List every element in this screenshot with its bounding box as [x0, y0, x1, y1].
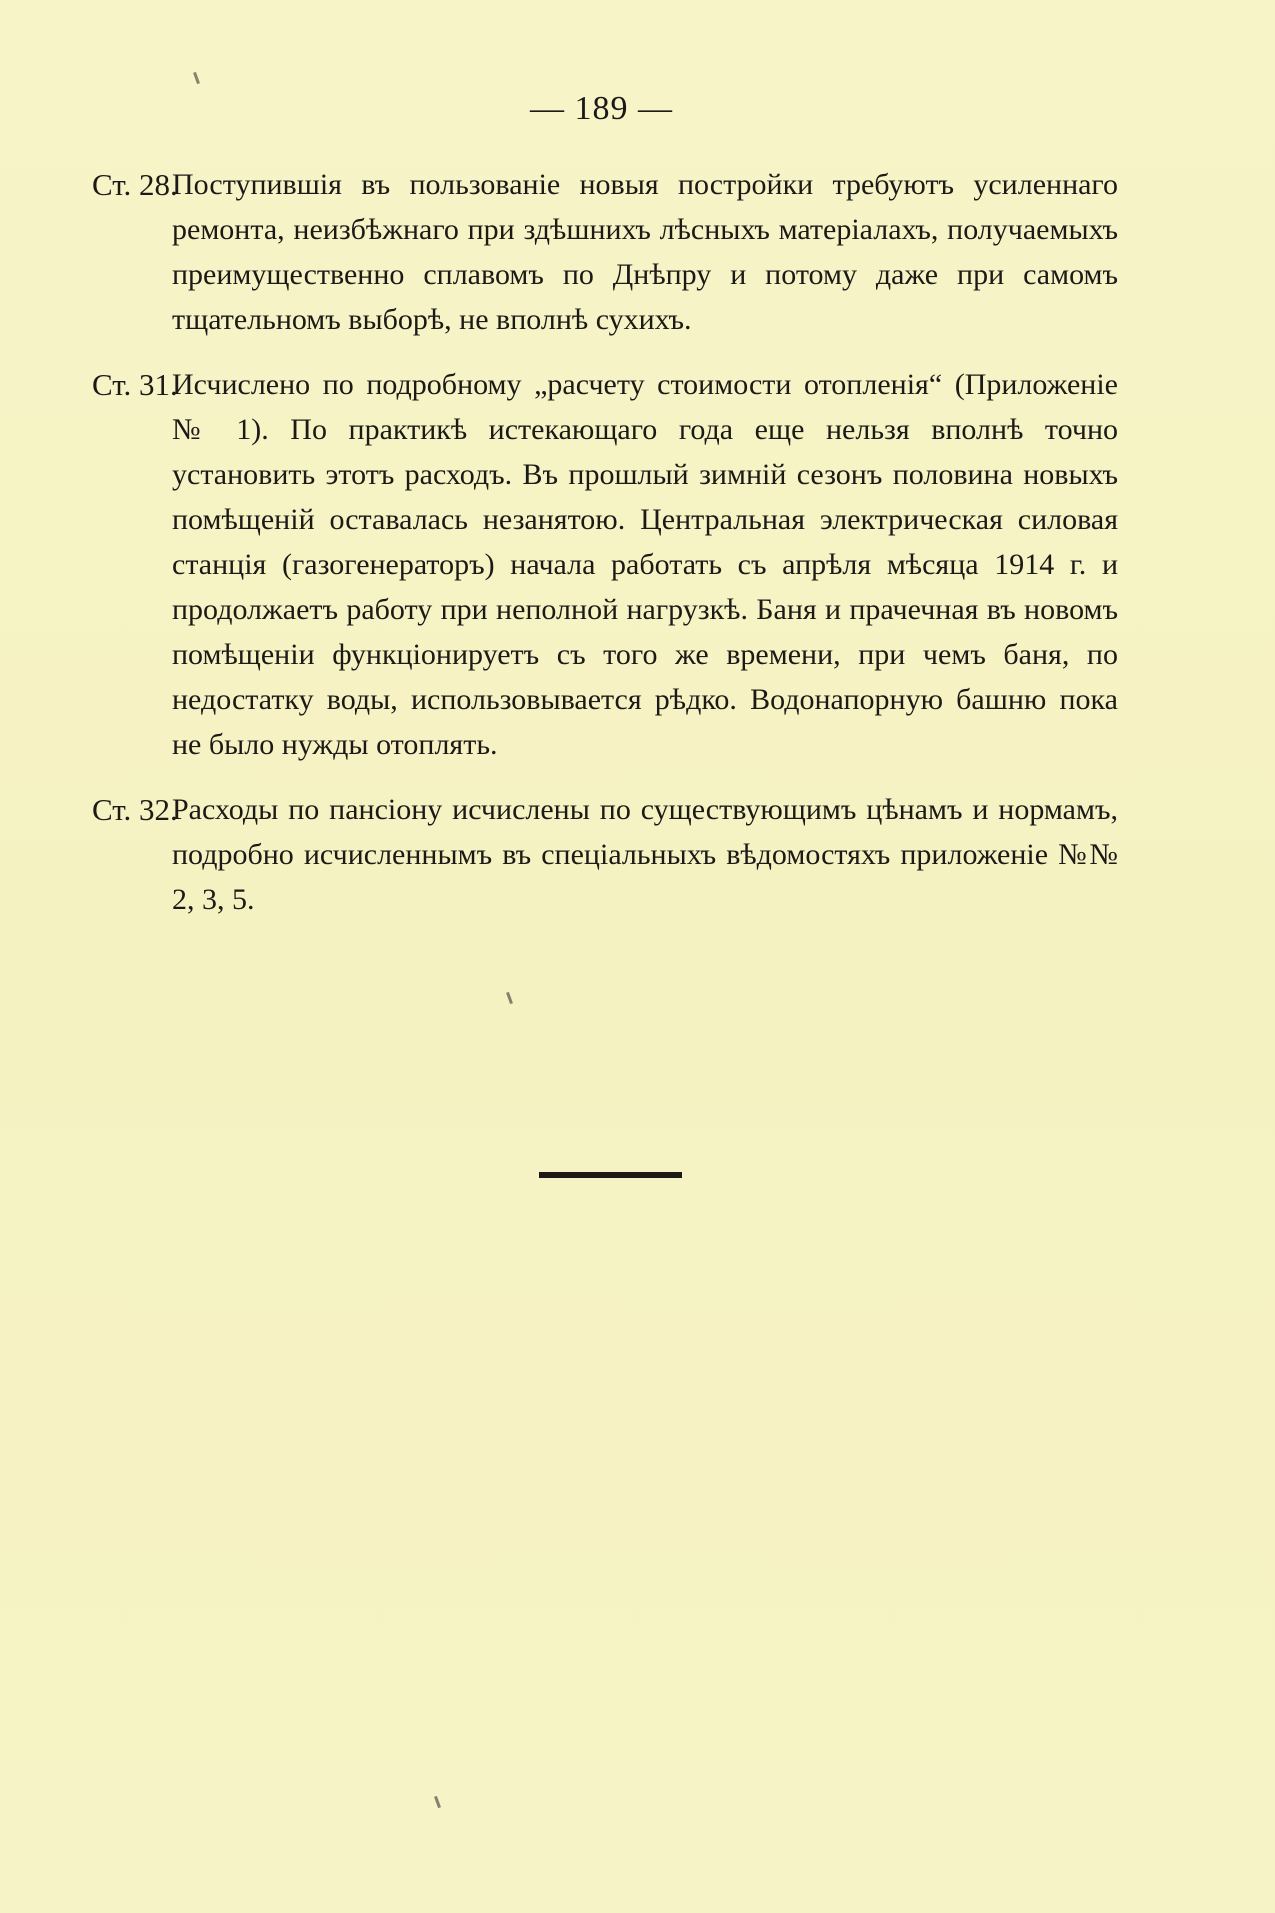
article-label: Ст. 31. — [92, 367, 178, 402]
paper-speck — [193, 72, 200, 84]
paper-speck — [506, 992, 513, 1004]
article-label: Ст. 28. — [92, 167, 178, 202]
closing-rule — [539, 1172, 682, 1178]
article-32 — [0, 787, 1275, 922]
article-text: Расходы по пансіону исчислены по существующимъ цѣнамъ и нормамъ, подробно исчисленнымъ въ спеціальныхъ вѣдомостяхъ приложеніе №№ 2, 3, 5. — [172, 793, 1118, 916]
article-28 — [0, 162, 1275, 342]
article-text: Исчислено по подробному „расчету стоимости отопленія“ (Приложеніе № 1). По практикѣ истекающаго года еще нельзя вполнѣ точно установить этотъ расходъ. Въ прошлый зимній сезонъ половина новыхъ помѣщеній оставалась незанятою. Центральная электрическая силовая станція (газогенераторъ) начала работать съ апрѣля мѣсяца 1914 г. и продолжаетъ работу при неполной нагрузкѣ. Баня и прачечная въ новомъ помѣщеніи функціонируетъ съ того же времени, при чемъ баня, по недостатку воды, использовывается рѣдко. Водонапорную башню пока не было нужды отоплять. — [172, 368, 1118, 761]
article-label: Ст. 32. — [92, 792, 178, 827]
paper-speck — [434, 1796, 441, 1808]
article-31 — [0, 362, 1275, 767]
page-number: — 189 — — [530, 90, 673, 127]
article-text: Поступившія въ пользованіе новыя постройки требуютъ усиленнаго ремонта, неизбѣжнаго при здѣшнихъ лѣсныхъ матеріалахъ, получаемыхъ преимущественно сплавомъ по Днѣпру и потому даже при самомъ тщательномъ выборѣ, не вполнѣ сухихъ. — [172, 168, 1118, 336]
articles-list — [0, 162, 1275, 942]
